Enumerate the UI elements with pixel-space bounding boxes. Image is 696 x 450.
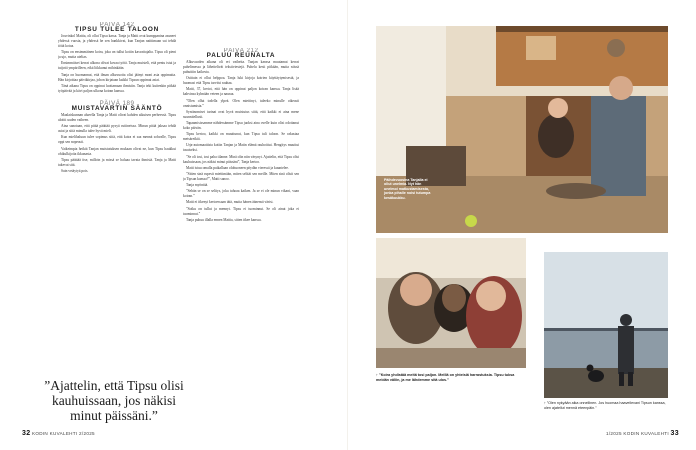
paragraph: Maalaiskunnan alueella Tanja ja Matti olivat kahden aikuisen perheessä. Tipsu aloitti uuden vaiheen. (58, 112, 176, 122)
paragraph: Urja-automaattista kotiin Tanjan ja Matin elämä rauhoittui. Hengitys muuttui tasaiseksi. (183, 143, 299, 153)
pull-quote: ”Ajattelin, että Tipsu olisi kauhuissaan, jos näkisi minut päissäni.” (44, 378, 184, 423)
heading-paluu-reunalta: PALUU REUNALTA (206, 52, 276, 59)
paragraph: Tanja on huomannut, että ilman alkuvuotta olisi jäänyt moni asia oppimatta. Hän kirjoittaa päiväkirjaa, johon kirjataan kaikki Tipsun oppimat asiat. (58, 72, 176, 82)
paragraph: Ensimmäiset kerrat ulkona olivat kovaa työtä. Tanja muisteli, että pentu istui ja tuijotti ympärilleen, eikä liikkunut mihinkään. (58, 61, 176, 71)
photo-overlay-caption: Päihdevuosina Tanjalla ei ollut unelmia. Nyt hän unelmoi matkustamisesta, jonka pihalle noisi tutumpa kesäkuukku. (384, 178, 431, 200)
paragraph: Tanja puhuu illalla ennen Mattia, sitten itkee kanssa. (186, 217, 262, 222)
folio-right (606, 430, 679, 437)
paragraph: Alkuvuoden aikana oli eri vaiheita. Tanjan kanssa muutamat kerrat puhelimessa ja lähettelivät tekstiviestejä. Puhelu kesti pitkään, mutta niissä puhuttiin kaikesta. (183, 60, 299, 74)
left-column-2 (183, 48, 299, 393)
paragraph: Tänä aikana Tipsu on oppinut luottamaan ihmisiin. Tanja teki kuitenkin pitkää työpäivää ja kävi paljon ulkona koiran kanssa. (58, 83, 176, 93)
paragraph: Osittain ei ollut helppoa. Tanja luki kirjoja koirien käyttäytymisestä, ja huomasi että Tipsu tarvitsi rauhaa. (183, 76, 299, 86)
photo-living-room (376, 26, 668, 233)
paragraph: Vaikeimpia hetkiä Tanjan muistutuksen mukaan olivat ne, kun Tipsu haukkui ohikulkijoita ikkunasta. (58, 146, 176, 156)
paragraph: Tipsu on ensimmäinen koira, joka on tullut kotiin kasvattajalta. Tipsu oli pieni ja ujo, mutta utelias. (58, 50, 176, 60)
photo-couple-with-dog (376, 238, 526, 368)
photo-lake-walk (544, 252, 668, 398)
heading-muistavartin-saanto: MUISTAVARTIN SÄÄNTÖ (71, 104, 163, 112)
paragraph: Syntinomiset tarinat ovat hyvä muistutus siitä, että kaikki ei aina mene suunnitellusti. (183, 109, 299, 119)
paragraph: Matti ei itkenyt kertoessaan tätä, mutta hänen äänensä värisi. (186, 200, 274, 205)
paragraph: Matti istuu omalla paikallaan olohuoneen pöydän vieressä ja kuuntelee. (186, 165, 289, 170)
paragraph: Tipsu päättää itse, milloin ja missä se haluaa tavata ihmisiä. Tanja ja Matti tukevat sitä. (58, 157, 176, 167)
caption-bottom-left: ↑ ”Koira yhdistää meitä tosi paljon. Meillä on yhteisiä harrastuksia. Tipsu tuksa meidän väliin, ja me lähdemme sitä ulos.” (376, 373, 515, 382)
day-label-1: PÄIVÄ 142 (99, 22, 135, 28)
paragraph: Jouvinkol Mattia, oli ollut Tipsu kassa. Tanja ja Matti ovat kumppanina asuneet yhdessä vuosia, ja yhdessä he sen hankkivat, kun Tanjan naittimaan sai tehdä töitä kotoa. (58, 34, 176, 48)
folio-left (22, 430, 95, 437)
paragraph: Kun mielihaluun tulee sopimus siitä, että koira ei saa mennä sohvalle, Tipsu oppi sen nopeasti. (58, 135, 176, 145)
magazine-name-right: 1/2025 KODIN KUVALEHTI (606, 431, 669, 436)
paragraph: ”Sotku on tullut ja mennyt. Tipsu ei tuominnut. Se oli ainut joka ei tuominnut.” (183, 206, 299, 216)
paragraph: Aina sanotaan, että pitää päättää pysyä rutiineissa. Minun pitää jaksaa tehdä asiat ja siitä minulla tulee hyvä mieli. (58, 124, 176, 134)
heading-tipsu-tulee-taloon: TIPSU TULEE TALOON (74, 26, 160, 33)
paragraph: ”Se oli tosi, tosi paha tilanne. Minä olin niin väsynyt. Ajattelin, että Tipsu olisi kauhuissaan, jos näkisi minut päissäni”, Tanja kertoo. (183, 154, 299, 164)
magazine-name-left: KODIN KUVALEHTI 2/2025 (31, 431, 95, 436)
page-number-right: 33 (670, 430, 679, 437)
day-label-2: PÄIVÄ 189 (99, 99, 135, 107)
right-page (348, 0, 696, 450)
day-label-3: PÄIVÄ 212 (223, 48, 259, 54)
paragraph: Tipsu kertoo, kaikki on muuttunut, kun Tipsu tuli taloon. Se rakastaa metsäretkiä. (183, 132, 299, 142)
left-column-1 (58, 22, 176, 382)
paragraph: Tanja myöntää. (186, 183, 209, 188)
paragraph: Matti, 37, kertoi, että hän on oppinut paljon koiran kanssa. Tanja lisää kahvinsa kylmään veteen ja nauraa. (183, 87, 299, 97)
paragraph: Sain vetäytyä pois. (61, 168, 89, 173)
page-number-left: 32 (22, 430, 31, 437)
caption-bottom-right: ↑ ”Olen nykyään aika onnellinen. Jos huomaa haaveilevani Tipsun kanssa, olen ajatellut mennä eteenpäin.” (544, 401, 666, 410)
paragraph: ”Sehän se on se selitys, joka tuhoaa kaiken. Ja se ei ole minun vikani, vaan koiran.” (183, 189, 299, 199)
paragraph: ”Olen ollut todella ylpeä. Olen miettinyt, tuleeko minulle oikeasti onnistumisia.” (183, 98, 299, 108)
paragraph: Tapaamisissamme nähdessämme Tipsu juoksi aina ovelle kuin olisi odottanut koko päivän. (183, 120, 299, 130)
paragraph: ”Sitten sinä rupesit miettimään, miten selität sen meille. Miten sinä olisit sen ja Tipsun kanssa?”, Matti sanoo. (183, 171, 299, 181)
